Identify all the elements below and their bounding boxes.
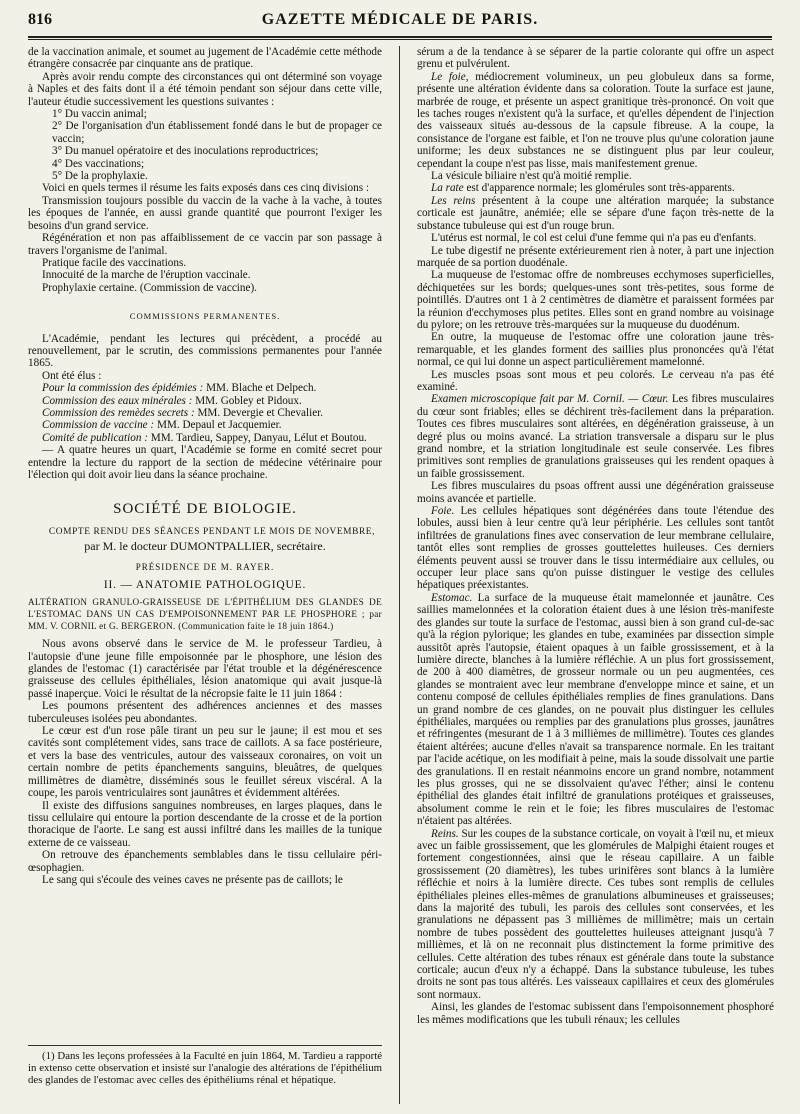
paragraph [417,592,774,828]
paragraph [417,505,774,592]
paragraph: Après avoir rendu compte des circonstances qui ont déterminé son voyage à Naples et des faits dont il a été témoin pendant son séjour dans cette ville, l'auteur étudie successivement les questions suivantes : [28,70,382,108]
commission-entry [28,432,382,444]
column-rule [399,46,400,1104]
society-title: SOCIÉTÉ DE BIOLOGIE. [113,501,297,518]
paragraph-text: Les fibres musculaires du cœur sont friables; elles se déchirent très-facilement dans la préparation. Toutes ces fibres musculaires sont altérées, en dégénération graisseuse, à un degré plus ou moins avancé. La striation transversale a disparu sur le plus grand nombre, et la striation longitudinale est seule conservée. Les fibres primitives sont remplies de granulations graisseuses qui les rendent opaques à un faible grossissement. [417,393,774,480]
paragraph-text: La surface de la muqueuse était mamelonnée et jaunâtre. Ces saillies mamelonnées et la coloration étaient dues à une lésion très-manifeste des glandes sur toute la surface de l'estomac, aussi bien à son grand cul-de-sac qu'à la région pylorique; les glandes en tube, examinées par dissection simple aussitôt après l'autopsie, étaient opaques à un faible grossissement, et à la lumière directe, blanches à la lumière réfléchie. A un plus fort grossissement, de 200 à 400 diamètres, de grosseur normale ou un peu augmentées, ces glandes se montraient avec leur membrane d'enveloppe mince et saine, et un contenu composé de cellules épithéliales remplies de fines granulations. Dans un grand nombre de ces glandes, on ne pouvait plus distinguer les cellules épithéliales, marquées ou remplies par des granulations plus grosses, jaunâtres et réfringentes (mesurant de 1 à 3 millièmes de millimètre). Toutes ces glandes étaient altérées; aucune d'elles n'avait sa transparence normale. En les traitant par l'acide acétique, on les modifiait à peine, mais la soude dissolvait une partie des granulations. Il en restait néanmoins encore un grand nombre, notamment les plus grosses, qui ne se dissolvaient qu'avec l'éther; ainsi le contenu épithélial des glandes était infiltré de granulations protéiques et graisseuses, absolument comme le rein et le foie; les fibres musculaires de l'estomac n'étaient pas altérées. [417,591,774,828]
footnote [28,1050,382,1086]
subsection-heading: II. — ANATOMIE PATHOLOGIQUE. [103,579,307,592]
paragraph-text: La vésicule biliaire n'est qu'à moitié remplie. [431,170,632,183]
paragraph [417,369,774,394]
commission-names: MM. Devergie et Chevalier. [197,406,324,419]
commission-entry [28,395,382,407]
footnote-rule [28,1045,382,1046]
paragraph: On retrouve des épanchements semblables dans le tissu cellulaire péri-œsophagien. [28,849,382,874]
paragraph: Ont été élus : [42,369,102,382]
commission-names: MM. Gobley et Pidoux. [195,394,302,407]
paragraph: Voici en quels termes il résume les faits exposés dans ces cinq divisions : [42,182,369,195]
paragraph-text: Sur les coupes de la substance corticale, on voyait à l'œil nu, et mieux avec un faible grossissement, que les glomérules de Malpighi étaient rouges et fortement congestionnées, ainsi que le réseau capillaire. A un faible grossissement (20 diamètres), les tubes urinifères sont blancs à la lumière réfléchie et noirs à la lumière directe. Ces tubes sont remplis de cellules épithéliales pleines elles-mêmes de granulations albumineuses et graisseuses; dans la majorité des tubuli, les parois des cellules sont conservées, et les granulations ne dépassent pas 3 millièmes de millimètre; mais un certain nombre de tubes possèdent des gouttelettes huileuses atteignant jusqu'à 7 millièmes, et là on ne reconnait plus distinctement la forme primitive des cellules. Cette altération des tubes rénaux est générale dans toute la substance corticale; aucun d'eux n'y a échappé. Dans la substance tubuleuse, les tubes droits ne sont pas tous altérés. Les vaisseaux capillaires et ceux des glomérules sont normaux. [417,827,774,1001]
commission-label: Comité de publication : [42,431,148,444]
paragraph-text: Le tube digestif ne présente extérieurement rien à noter, à part une injection marquée de sa portion duodénale. [417,244,774,269]
list-item: 4° Des vaccinations; [52,157,145,170]
paragraph [417,828,774,1002]
right-column [417,46,774,1110]
paragraph [417,182,774,194]
commission-label: Pour la commission des épidémies : [42,382,204,395]
commission-label: Commission des eaux minérales : [42,394,193,407]
header-rule [28,36,772,38]
paragraph: Prophylaxie certaine. (Commission de vaccine). [42,281,257,294]
paragraph-lead: Foie. [431,505,455,518]
paragraph: Il existe des diffusions sanguines nombreuses, en larges plaques, dans le tissu cellulaire qui entoure la portion descendante de la crosse et de la portion thoracique de l'aorte. Le sang est aussi infiltré dans les mailles de la tunique externe de ce vaisseau. [28,799,382,849]
running-title: GAZETTE MÉDICALE DE PARIS. [261,11,539,28]
paragraph [417,195,774,232]
paragraph [417,232,774,244]
commission-entry [28,382,382,394]
paragraph-text: médiocrement volumineux, un peu globuleux dans sa forme, présente une altération évidente dans sa coloration. Toute la surface est jaune, marbrée de rouge, et présente un aspect granitique très-prononcé. On voit que les taches rouges n'existent qu'à la surface, et qu'elles dépendent de l'injection des vaisseaux situés au-dessous de la capsule fibreuse. A la coupe, la consistance de l'organe est faible, et l'on ne trouve plus qu'une coloration jaune uniforme; les deux substances ne se distinguent plus par leur couleur, cependant la coupe n'est pas lisse, mais manifestement grenue. [417,70,774,170]
list-item: 1° Du vaccin animal; [52,108,147,121]
paragraph [417,331,774,368]
paragraph: Transmission toujours possible du vaccin de la vache à la vache, à toutes les époques de l'année, en aussi grande quantité que pourront l'exiger les besoins d'un grand service. [28,194,382,232]
paragraph [417,245,774,270]
paragraph [417,170,774,182]
page-number: 816 [28,11,52,28]
paragraph-text: L'utérus est normal, le col est celui d'une femme qui n'a pas eu d'enfants. [431,232,757,245]
paragraph-text: Ainsi, les glandes de l'estomac subissent dans l'empoisonnement phosphoré les mêmes modifications que les tubuli rénaux; les cellules [417,1001,774,1026]
paragraph-lead: Reins. [431,827,459,840]
paragraph-text: présentent à la coupe une altération marquée; la substance corticale est jaunâtre, anémiée; elle se sépare d'une façon très-nette de la substance tubuleuse qui est d'un rouge brun. [417,194,774,232]
list-item: 5° De la prophylaxie. [52,170,148,183]
paragraph [417,393,774,480]
paragraph: — A quatre heures un quart, l'Académie se forme en comité secret pour entendre la lecture du rapport de la section de médecine vétérinaire pour l'élection qui doit avoir lieu dans la séance prochaine. [28,444,382,481]
paragraph-text: sérum a de la tendance à se séparer de la partie colorante qui offre un aspect grenu et pulvérulent. [417,46,774,71]
paragraph: Pratique facile des vaccinations. [42,256,187,269]
paragraph-text: Les fibres musculaires du psoas offrent aussi une dégénération graisseuse moins avancée et partielle. [417,480,774,505]
paragraph [417,46,774,71]
paragraph [417,269,774,331]
paragraph: Le cœur est d'un rose pâle tirant un peu sur le jaune; il est mou et ses cavités sont complétement vides, sans trace de caillots. A sa face postérieure, et vers la base des ventricules, autour des vaisseaux coronaires, on voit un certain nombre de petits épanchements sanguins, bleuâtres, de quelques millimètres de diamètre, disséminés sous le feuillet séreux viscéral. A la coupe, les parois ventriculaires sont jaunâtres et évidemment altérées. [28,725,382,800]
commission-names: MM. Blache et Delpech. [206,382,317,395]
commission-label: Commission de vaccine : [42,419,155,432]
paragraph: Régénération et non pas affaiblissement de ce vaccin par son passage à travers l'organisme de l'animal. [28,232,382,257]
paragraph: Le sang qui s'écoule des veines caves ne présente pas de caillots; le [42,873,343,886]
commission-names: MM. Depaul et Jacquemier. [156,419,282,432]
paragraph [417,480,774,505]
header-rule-thin [28,39,772,40]
compte-rendu-heading: COMPTE RENDU DES SÉANCES PENDANT LE MOIS DE NOVEMBRE, [48,526,376,537]
footnote-text: (1) Dans les leçons professées à la Faculté en juin 1864, M. Tardieu a rapporté in extenso cette observation et insisté sur l'analogie des altérations de l'épithélium des glandes de l'estomac avec celles des épithéliums rénal et hépatique. [28,1050,382,1086]
byline: par M. le docteur DUMONTPALLIER, secrétaire. [84,539,326,554]
left-column [28,46,382,1046]
paragraph-text: En outre, la muqueuse de l'estomac offre une coloration jaune très-remarquable, et les glandes forment des saillies plus prononcées qu'à l'état normal, ce qui lui donne un aspect particulièrement mamelonné. [417,331,774,369]
paragraph-lead: La rate [431,182,464,195]
page-header [28,6,772,34]
commission-entry [28,419,382,431]
paragraph-text: est d'apparence normale; les glomérules sont très-apparents. [463,182,735,195]
paragraph-lead: Estomac. [431,591,473,604]
section-heading: COMMISSIONS PERMANENTES. [129,311,281,322]
presidence-heading: PRÉSIDENCE DE M. RAYER. [135,561,275,572]
paragraph: Innocuité de la marche de l'éruption vaccinale. [42,269,251,282]
list-item: 2° De l'organisation d'un établissement fondé dans le but de propager ce vaccin; [52,120,382,145]
paragraph-text: La muqueuse de l'estomac offre de nombreuses ecchymoses superficielles, déchiquetées sur les bords; quelques-unes sont très-petites, sous forme de pointillés. D'autres ont 1 à 2 centimètres de diamètre et paraissent formées par la réunion d'ecchymoses plus petites. Elles sont en grand nombre au voisinage du pylore; on les retrouve très-marquées sur la muqueuse du duodénum. [417,269,774,331]
paragraph: L'Académie, pendant les lectures qui précèdent, a procédé au renouvellement, par le scrutin, des commissions permanentes pour l'année 1865. [28,332,382,370]
paragraph-text: Les cellules hépatiques sont dégénérées dans toute l'étendue des lobules, aussi bien à leur centre qu'à leur périphérie. Les cellules sont tantôt infiltrées de granulations fines avec conservation de leur membrane cellulaire, tantôt elles sont remplies de grosses gouttelettes huileuses. Ces derniers éléments peuvent aussi se trouver dans le tissu intermédiaire aux cellules, ou occuper leur place sans qu'on puisse distinguer le vestige des cellules hépatiques préexistantes. [417,505,774,592]
paragraph: Les poumons présentent des adhérences anciennes et des masses tuberculeuses isolées peu abondantes. [28,700,382,725]
commission-names: MM. Tardieu, Sappey, Danyau, Lélut et Boutou. [150,431,367,444]
paragraph-lead: Le foie, [431,70,469,83]
commission-label: Commission des remèdes secrets : [42,406,195,419]
paragraph-lead: Les reins [431,194,476,207]
article-heading: ALTÉRATION GRANULO-GRAISSEUSE DE L'ÉPITHÉLIUM DES GLANDES DE L'ESTOMAC DANS UN CAS D'EMPOISONNEMENT PAR LE PHOSPHORE ; par MM. V. CORNIL et G. BERGERON. (Communication faite le 18 juin 1864.) [28,597,382,631]
paragraph: de la vaccination animale, et soumet au jugement de l'Académie cette méthode étrangère consacrée par cinquante ans de pratique. [28,46,382,71]
paragraph-text: Les muscles psoas sont mous et peu colorés. Le cerveau n'a pas été examiné. [417,368,774,393]
paragraph [417,1001,774,1026]
paragraph-lead: Examen microscopique fait par M. Cornil. — Cœur. [431,393,669,406]
list-item: 3° Du manuel opératoire et des inoculations reproductrices; [52,145,319,158]
paragraph: Nous avons observé dans le service de M. le professeur Tardieu, à l'autopsie d'une jeune fille empoisonnée par le phosphore, une lésion des glandes de l'estomac (1) caractérisée par l'état trouble et la dégénérescence graisseuse des cellules épithéliales, lésion anatomique qui avait jusque-là passé inaperçue. Voici le résultat de la nécropsie faite le 11 juin 1864 : [28,638,382,700]
commission-entry [28,407,382,419]
paragraph [417,71,774,170]
